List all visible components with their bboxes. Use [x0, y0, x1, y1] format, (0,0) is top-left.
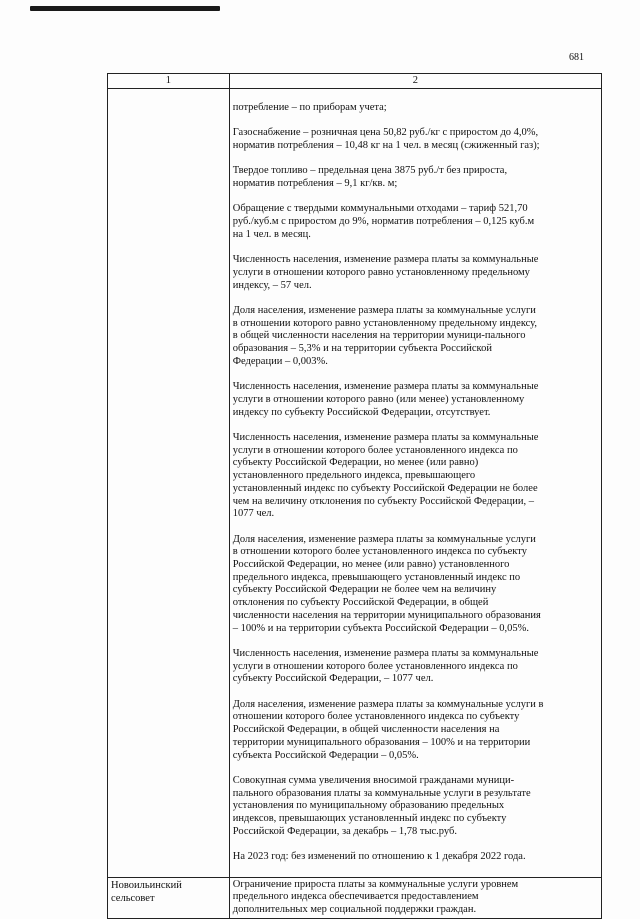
paragraph: Твердое топливо – предельная цена 3875 руб./т без прироста, норматив потребления – 9,1 кг/кв. м; [232, 165, 508, 189]
paragraph: Доля населения, изменение размера платы за коммунальные услуги в отношении которого более установленного индекса по субъекту Российской Федерации, но менее (или равно) установленного предельного индекса, превышающего установленный индекс по субъекту Российской Федерации не более чем на величину отклонения по субъекту Российской Федерации, в общей численности населения на территории муниципального образования – 100% и на территории субъекта Российской Федерации – 0,05%. [232, 533, 541, 634]
paragraph: Доля населения, изменение размера платы за коммунальные услуги в отношении которого более установленного индекса по субъекту Российской Федерации, в общей численности населения на территории муниципального образования – 100% и на территории субъекта Российской Федерации – 0,05%. [232, 698, 544, 761]
paragraph: Численность населения, изменение размера платы за коммунальные услуги в отношении которого более установленного индекса по субъекту Российской Федерации, – 1077 чел. [232, 647, 539, 685]
column-header-2: 2 [229, 74, 601, 89]
region-cell [108, 89, 230, 878]
scan-artifact-bar [30, 6, 220, 11]
paragraph: Численность населения, изменение размера платы за коммунальные услуги в отношении которого более установленного индекса по субъекту Российской Федерации, но менее (или равно) установленного предельного индекса, превышающего установленный индекс по субъекту Российской Федерации не более чем на величину отклонения по субъекту Российской Федерации, – 1077 чел. [232, 431, 539, 520]
paragraph: Численность населения, изменение размера платы за коммунальные услуги в отношении которого равно установленному предельному индексу, – 57 чел. [232, 254, 539, 291]
paragraph: Газоснабжение – розничная цена 50,82 руб./кг с приростом до 4,0%, норматив потребления – 10,48 кг на 1 чел. в месяц (сжиженный газ); [232, 127, 540, 151]
document-table [107, 73, 602, 919]
paragraph: Совокупная сумма увеличения вносимой гражданами муници- пального образования платы за коммунальные услуги в результате установления по муниципальному образованию предельных индексов, превышающих установленный индекс по субъекту Российской Федерации, за декабрь – 1,78 тыс.руб. [232, 774, 531, 837]
description-cell: Ограничение прироста платы за коммунальные услуги уровнем предельного индекса обеспечивается предоставлением дополнительных мер социальной поддержки граждан. [229, 877, 601, 918]
paragraph: На 2023 год: без изменений по отношению к 1 декабря 2022 года. [232, 851, 526, 863]
paragraph: потребление – по приборам учета; [232, 101, 387, 113]
paragraph: Обращение с твердыми коммунальными отходами – тариф 521,70 руб./куб.м с приростом до 9%, норматив потребления – 0,125 куб.м на 1 чел. в месяц. [232, 203, 535, 240]
table-row [108, 877, 602, 918]
table-row [108, 89, 602, 878]
table-header-row [108, 74, 602, 89]
column-header-1: 1 [108, 74, 230, 89]
paragraph: Доля населения, изменение размера платы за коммунальные услуги в отношении которого равно установленному предельному индексу, в общей численности населения на территории муници-пального образования – 5,3% и на территории субъекта Российской Федерации – 0,003%. [232, 304, 537, 367]
paragraph: Численность населения, изменение размера платы за коммунальные услуги в отношении которого равно (или менее) установленному индексу по субъекту Российской Федерации, отсутствует. [232, 381, 539, 418]
page-number: 681 [569, 52, 584, 63]
description-cell [229, 89, 601, 878]
region-cell: Новоильинский сельсовет [108, 877, 230, 918]
